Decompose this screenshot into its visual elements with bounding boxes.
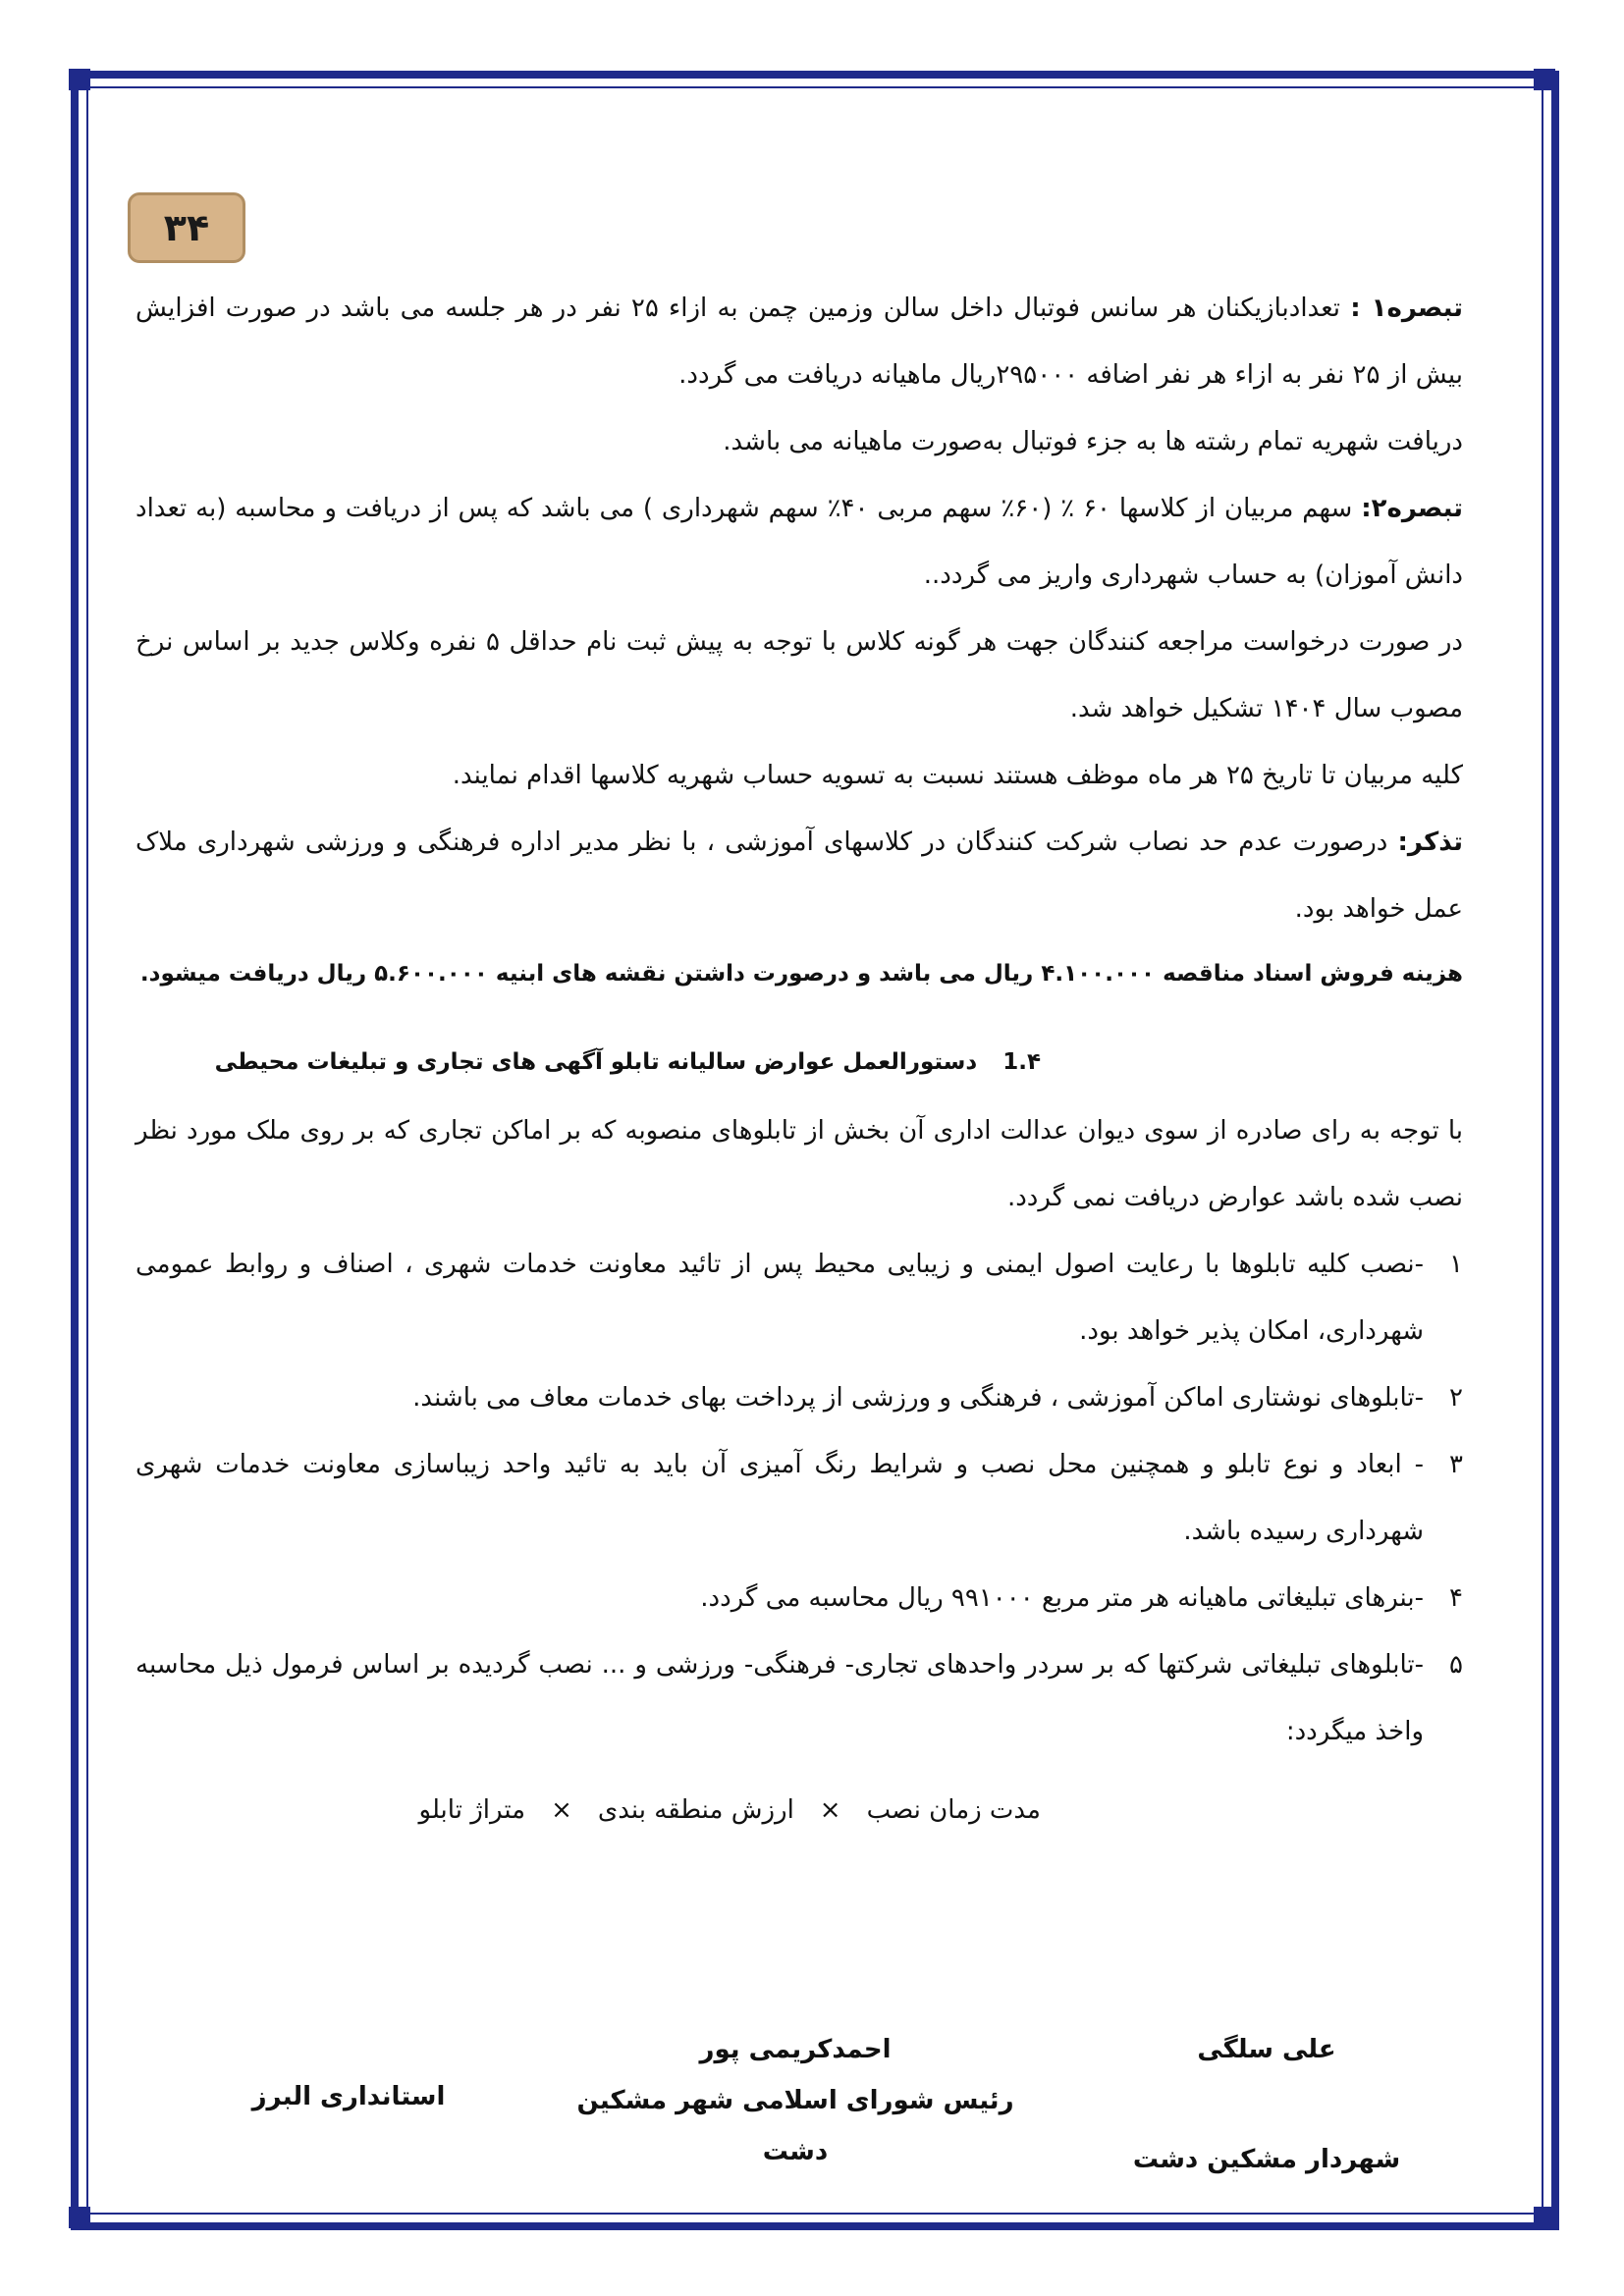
list-item-number: ۱: [1449, 1250, 1463, 1279]
governorate-name: استانداری البرز: [251, 2082, 446, 2111]
list-item-text: -نصب کلیه تابلوها با رعایت اصول ایمنی و زیبایی محیط پس از تائید معاونت خدمات شهری ، اصناف و روابط عمومی شهرداری، امکان پذیر خواهد بود.: [135, 1250, 1424, 1346]
note-2-text: سهم مربیان از کلاسها ۶۰ ٪ (۶۰٪ سهم مربی ۴۰٪ سهم شهرداری ) می باشد که پس از دریافت و محاسبه (به تعداد دانش آموزان) به حساب شهرداری واریز می گردد..: [135, 494, 1463, 590]
fee-formula: [135, 1777, 1463, 1843]
list-item-text: - ابعاد و نوع تابلو و همچنین محل نصب و شرایط رنگ آمیزی آن باید به تائید واحد زیباسازی معاونت خدمات شهری شهرداری رسیده باشد.: [135, 1450, 1424, 1546]
list-item-number: ۴: [1449, 1583, 1463, 1613]
section-intro: با توجه به رای صادره از سوی دیوان عدالت اداری آن بخش از تابلوهای منصوبه که بر اماکن تجاری که بر روی ملک مورد نظر نصب شده باشد عوارض دریافت نمی گردد.: [135, 1116, 1463, 1212]
frame-corner-ornament: [1534, 2207, 1555, 2228]
signature-block-council: [550, 2024, 1041, 2177]
section-heading: [135, 1027, 1463, 1097]
council-head-title-cont: دشت: [762, 2137, 829, 2166]
note-1-text: تعدادبازیکنان هر سانس فوتبال داخل سالن وزمین چمن به ازاء ۲۵ نفر در هر جلسه می باشد در صورت افزایش بیش از ۲۵ نفر به ازاء هر نفر اضافه ۲۹۵۰۰۰ریال ماهیانه دریافت می گردد.: [135, 294, 1463, 390]
reminder-label: تذکر:: [1397, 828, 1463, 857]
list-item: [135, 1364, 1463, 1431]
section-title: دستورالعمل عوارض سالیانه تابلو آگهی های تجاری و تبلیغات محیطی: [214, 1049, 978, 1075]
page-number-badge: [128, 192, 245, 263]
note-1-label: تبصره۱ :: [1350, 294, 1463, 323]
paragraph-trainers: کلیه مربیان تا تاریخ ۲۵ هر ماه موظف هستند نسبت به تسویه حساب شهریه کلاسها اقدام نمایند.: [452, 761, 1463, 790]
frame-corner-ornament: [69, 69, 90, 90]
paragraph-class-request: در صورت درخواست مراجعه کنندگان جهت هر گونه کلاس با توجه به پیش ثبت نام حداقل ۵ نفره وکلاس جدید بر اساس نرخ مصوب سال ۱۴۰۴ تشکیل خواهد شد.: [135, 627, 1463, 723]
frame-corner-ornament: [1534, 69, 1555, 90]
list-item: [135, 1231, 1463, 1364]
list-item-number: ۵: [1449, 1650, 1463, 1680]
list-item: [135, 1565, 1463, 1631]
list-item-text: -بنرهای تبلیغاتی ماهیانه هر متر مربع ۹۹۱۰۰۰ ریال محاسبه می گردد.: [700, 1583, 1424, 1613]
list-item-text: -تابلوهای تبلیغاتی شرکتها که بر سردر واحدهای تجاری- فرهنگی- ورزشی و ... نصب گردیده بر اساس فرمول ذیل محاسبه واخذ میگردد:: [135, 1650, 1424, 1746]
tender-fee-line: هزینه فروش اسناد مناقصه ۴.۱۰۰.۰۰۰ ریال می باشد و درصورت داشتن نقشه های ابنیه ۵.۶۰۰.۰۰۰ ریال دریافت میشود.: [139, 961, 1463, 987]
list-item-number: ۲: [1449, 1383, 1463, 1413]
formula-term-area: متراژ تابلو: [418, 1795, 526, 1825]
multiply-sign: ×: [819, 1795, 841, 1825]
mayor-title: شهردار مشکین دشت: [1132, 2145, 1401, 2174]
mayor-name: علی سلگی: [1197, 2035, 1336, 2064]
section-number: 1.۴: [1002, 1049, 1041, 1075]
note-1: [135, 275, 1463, 408]
signature-block-mayor: [1100, 2024, 1434, 2185]
list-item-number: ۳: [1449, 1450, 1463, 1479]
frame-corner-ornament: [69, 2207, 90, 2228]
note-2: [135, 475, 1463, 609]
reminder-text: درصورت عدم حد نصاب شرکت کنندگان در کلاسهای آموزشی ، با نظر مدیر اداره فرهنگی و ورزشی شهرداری ملاک عمل خواهد بود.: [135, 828, 1463, 924]
signature-block-governorate: [226, 2071, 471, 2122]
formula-term-zoning: ارزش منطقه بندی: [597, 1795, 794, 1825]
list-item: [135, 1631, 1463, 1765]
paragraph-monthly-fee: دریافت شهریه تمام رشته ها به جزء فوتبال به‌صورت ماهیانه می باشد.: [723, 427, 1463, 456]
list-item-text: -تابلوهای نوشتاری اماکن آموزشی ، فرهنگی و ورزشی از پرداخت بهای خدمات معاف می باشند.: [412, 1383, 1424, 1413]
reminder: [135, 809, 1463, 942]
council-head-title: رئیس شورای اسلامی شهر مشکین: [576, 2086, 1014, 2115]
page-number: ۳۴: [163, 206, 210, 249]
note-2-label: تبصره۲:: [1361, 494, 1463, 523]
list-item: [135, 1431, 1463, 1565]
council-head-name: احمدکریمی پور: [699, 2035, 892, 2064]
document-body: [135, 275, 1463, 1843]
formula-term-duration: مدت زمان نصب: [866, 1795, 1041, 1825]
multiply-sign: ×: [551, 1795, 572, 1825]
